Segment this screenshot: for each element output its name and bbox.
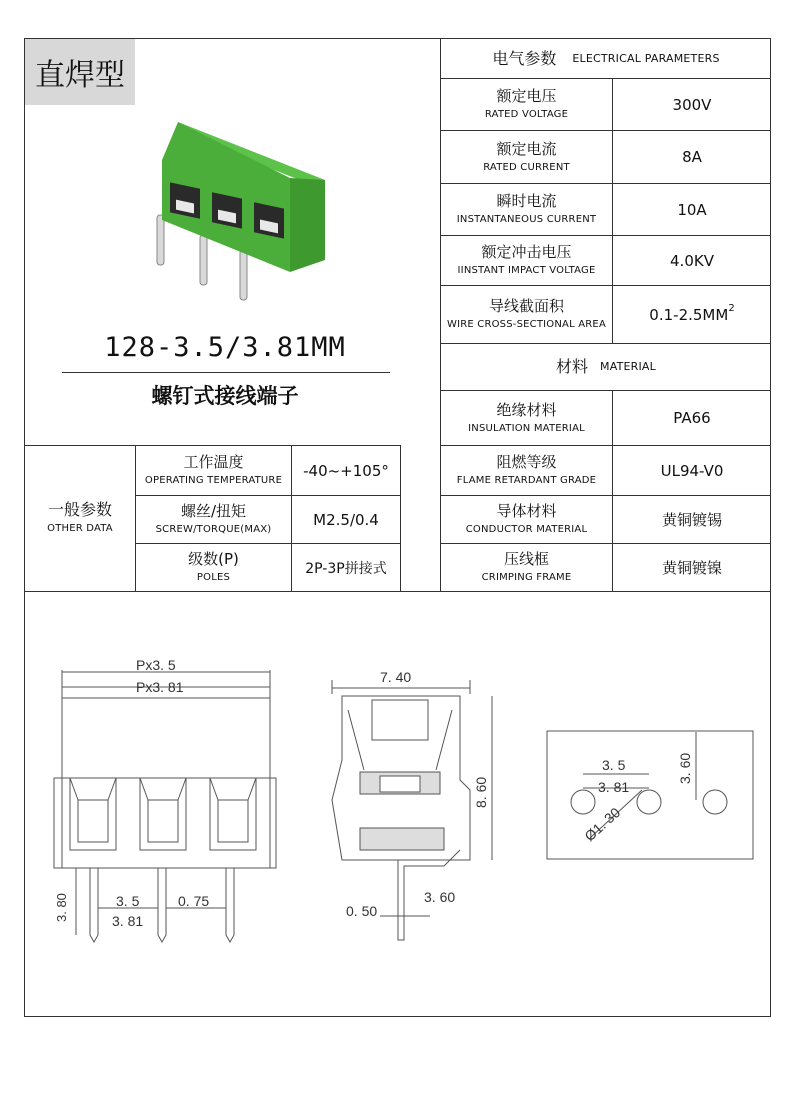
spec-value: 2P-3P拼接式: [305, 560, 387, 577]
spec-label: 导体材料 CONDUCTOR MATERIAL: [465, 502, 588, 535]
dim-row-spacing: 3. 60: [677, 752, 693, 784]
dim-pitch-b: Px3. 81: [136, 679, 184, 695]
screw-opening: [254, 202, 284, 238]
spec-value: 300V: [672, 95, 712, 114]
spec-label: 瞬时电流 INSTANTANEOUS CURRENT: [456, 192, 597, 225]
spec-label: 螺丝/扭矩 SCREW/TORQUE(MAX): [155, 502, 272, 535]
material-header: [441, 344, 771, 390]
dim-offset: 3. 60: [424, 889, 456, 905]
dim-height: 8. 60: [473, 776, 489, 808]
dim-pin-pitch-b: 3. 81: [112, 913, 144, 929]
spec-label: 额定电压 RATED VOLTAGE: [484, 87, 569, 120]
dim-hole-pitch-b: 3. 81: [598, 779, 630, 795]
electrical-header: [441, 39, 771, 78]
dim-hole-pitch-a: 3. 5: [602, 757, 626, 773]
product-subtitle: 螺钉式接线端子: [151, 384, 299, 408]
spec-label: 绝缘材料 INSULATION MATERIAL: [468, 400, 585, 434]
spec-value: -40~+105°: [303, 461, 389, 480]
other-data-header: 一般参数 OTHER DATA: [47, 500, 113, 534]
spec-label: 额定冲击电压 IINSTANT IMPACT VOLTAGE: [457, 243, 596, 276]
material-title-en: MATERIAL: [600, 360, 656, 373]
electrical-title-en: ELECTRICAL PARAMETERS: [572, 51, 720, 65]
spec-value: 10A: [677, 200, 707, 219]
type-badge: 直焊型: [25, 39, 135, 105]
spec-label: 工作温度 OPERATING TEMPERATURE: [144, 453, 283, 486]
spec-value: 8A: [682, 148, 702, 166]
model-number: 128-3.5/3.81MM: [104, 332, 346, 363]
material-title: 材料: [556, 357, 589, 376]
spec-label: 阻燃等级 FLAME RETARDANT GRADE: [456, 453, 597, 486]
pin: [200, 235, 207, 285]
screw-opening: [170, 182, 200, 218]
dim-pin-width: 0. 75: [178, 893, 210, 909]
spec-label: 压线框 CRIMPING FRAME: [481, 550, 572, 583]
spec-label: 额定电流 RATED CURRENT: [483, 139, 570, 173]
dim-pin-thickness: 0. 50: [346, 903, 378, 919]
product-photo: [140, 110, 340, 310]
front-view-drawing: [40, 650, 280, 950]
pin: [240, 250, 247, 300]
dim-hole-diameter: Ø1. 30: [581, 804, 624, 845]
body-side: [290, 178, 325, 272]
spec-value: 4.0KV: [670, 251, 714, 270]
spec-label: 导线截面积 WIRE CROSS-SECTIONAL AREA: [447, 297, 606, 330]
spec-value: 黄铜镀锡: [661, 511, 722, 529]
side-view-drawing: [320, 660, 510, 950]
dim-pin-length: 3. 80: [54, 893, 69, 922]
spec-value: 0.1-2.5MM $^2$: [649, 303, 735, 324]
electrical-title: 电气参数: [492, 48, 557, 68]
pin: [157, 215, 164, 265]
pcb-layout-drawing: [546, 730, 756, 862]
spec-value: UL94-V0: [660, 461, 724, 480]
screw-opening: [212, 192, 242, 228]
dim-width: 7. 40: [380, 669, 412, 685]
dim-pitch-a: Px3. 5: [136, 657, 176, 673]
divider: [62, 372, 390, 373]
spec-value: 黄铜镀镍: [661, 559, 722, 577]
spec-label: 级数(P) POLES: [188, 550, 239, 583]
dim-pin-pitch-a: 3. 5: [116, 893, 140, 909]
spec-value: PA66: [673, 409, 711, 427]
spec-value: M2.5/0.4: [313, 510, 379, 529]
